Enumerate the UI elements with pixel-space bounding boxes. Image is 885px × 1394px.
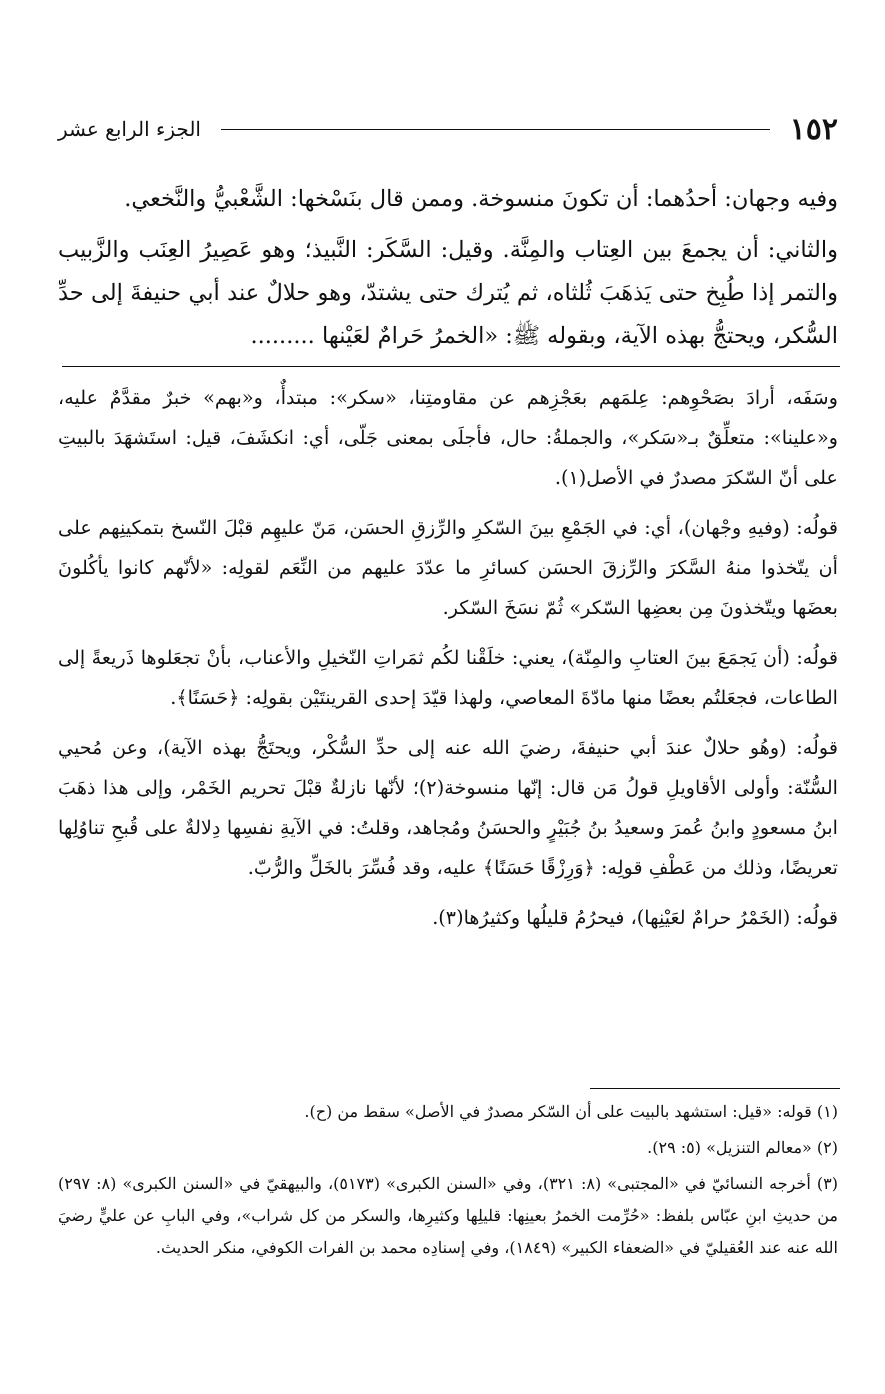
commentary-paragraph: وسَفَه، أرادَ بصَحْوِهم: عِلمَهم بعَجْزِهم عن مقاومتِنا، «سكر»: مبتدأٌ، و«بهم» خبرٌ مقدَّمٌ عليه، و«علينا»: متعلِّقٌ بـ«سَكر»، والجملةُ: حال، فأجلَى بمعنى جَلّى، أي: انكشَفَ، قيل: استَشهَدَ بالبيتِ على أنّ السّكرَ مصدرٌ في الأصل(١). [58,386,838,489]
running-title: الجزء الرابع عشر [58,117,201,141]
footnote: (١) قوله: «قيل: استشهد بالبيت على أن السّكر مصدرٌ في الأصل» سقط من (ح). [304,1102,838,1121]
footnote-divider [590,1088,840,1089]
page-header [58,112,838,146]
commentary-paragraph: قولُه: (الخَمْرُ حرامٌ لعَيْنِها)، فيحرُمُ قليلُها وكثيرُها(٣). [432,906,838,929]
header-rule [221,129,770,130]
footnote: (٢) «معالم التنزيل» (٥: ٢٩). [647,1138,838,1157]
commentary-paragraph: قولُه: (وهُو حلالٌ عندَ أبي حنيفةَ، رضيَ الله عنه إلى حدِّ السُّكْر، ويحتَجُّ بهذه الآية)، وعن مُحيي السُّنّة: وأولى الأقاويلِ قولُ مَن قال: إنّها منسوخة(٢)؛ لأنّها نازلةٌ قبْلَ تحريم الخَمْر، وإلى هذا ذهَبَ ابنُ مسعودٍ وابنُ عُمرَ وسعيدُ بنُ جُبَيْرٍ والحسَنُ ومُجاهد، وقلتُ: في الآيةِ نفسِها دِلالةٌ على قُبحِ تناوُلِها تعريضًا، وذلك من عَطْفِ قولِه: ﴿وَرِزْقًا حَسَنًا﴾ عليه، وقد فُسِّرَ بالخَلِّ والرُّبّ. [58,736,838,879]
footnotes [58,1096,838,1268]
commentary-text [58,378,838,948]
footnote: (٣) أخرجه النسائيّ في «المجتبى» (٨: ٣٢١)، وفي «السنن الكبرى» (٥١٧٣)، والبيهقيّ في «السنن الكبرى» (٨: ٢٩٧) من حديثِ ابنِ عبّاس بلفظ: «حُرِّمت الخمرُ بعينِها: قليلِها وكثيرِها، والسكر من كل شراب»، وفي البابِ عن عليٍّ رضيَ الله عنه عند العُقيليّ في «الضعفاء الكبير» (١٨٤٩)، وفي إسنادِه محمد بن الفرات الكوفي، منكر الحديث. [58,1174,839,1257]
main-paragraph: والثاني: أن يجمعَ بين العِتاب والمِنَّة. وقيل: السَّكَر: النَّبيذ؛ وهو عَصِيرُ العِنَب والزَّبيب والتمر إذا طُبِخ حتى يَذهَبَ ثُلثاه، ثم يُترك حتى يشتدّ، وهو حلالٌ عند أبي حنيفةَ إلى حدِّ السُّكر، ويحتجُّ بهذه الآية، وبقوله ﷺ: «الخمرُ حَرامٌ لعَيْنها ......... [58,237,838,349]
main-text-divider [62,366,840,367]
commentary-paragraph: قولُه: (وفيهِ وجْهان)، أي: في الجَمْعِ بينَ السّكرِ والرِّزقِ الحسَن، مَنّ عليهِم قبْلَ النّسخ بتمكينِهم على أن يتّخذوا منهُ السَّكرَ والرِّزقَ الحسَن كسائرِ ما عدّدَ عليهم من النِّعَم لقولِه: «لأنّهم كانوا يأكُلونَ بعضَها ويتّخذونَ مِن بعضِها السّكر» ثُمّ نسَخَ السّكر. [58,516,838,619]
commentary-paragraph: قولُه: (أن يَجمَعَ بينَ العتابِ والمِنّة)، يعني: خلَقْنا لكُم ثمَراتِ النّخيلِ والأعناب، بأنْ تجعَلوها ذَريعةً إلى الطاعات، فجعَلتُم بعضًا منها مادّةَ المعاصي، ولهذا قيّدَ إحدى القرينتَيْن بقولِه: ﴿حَسَنًا﴾. [58,646,838,709]
main-text [58,178,838,366]
page-number: ١٥٢ [789,111,838,147]
main-paragraph: وفيه وجهان: أحدُهما: أن تكونَ منسوخة. وممن قال بنَسْخها: الشَّعْبيُّ والنَّخعي. [124,186,838,212]
